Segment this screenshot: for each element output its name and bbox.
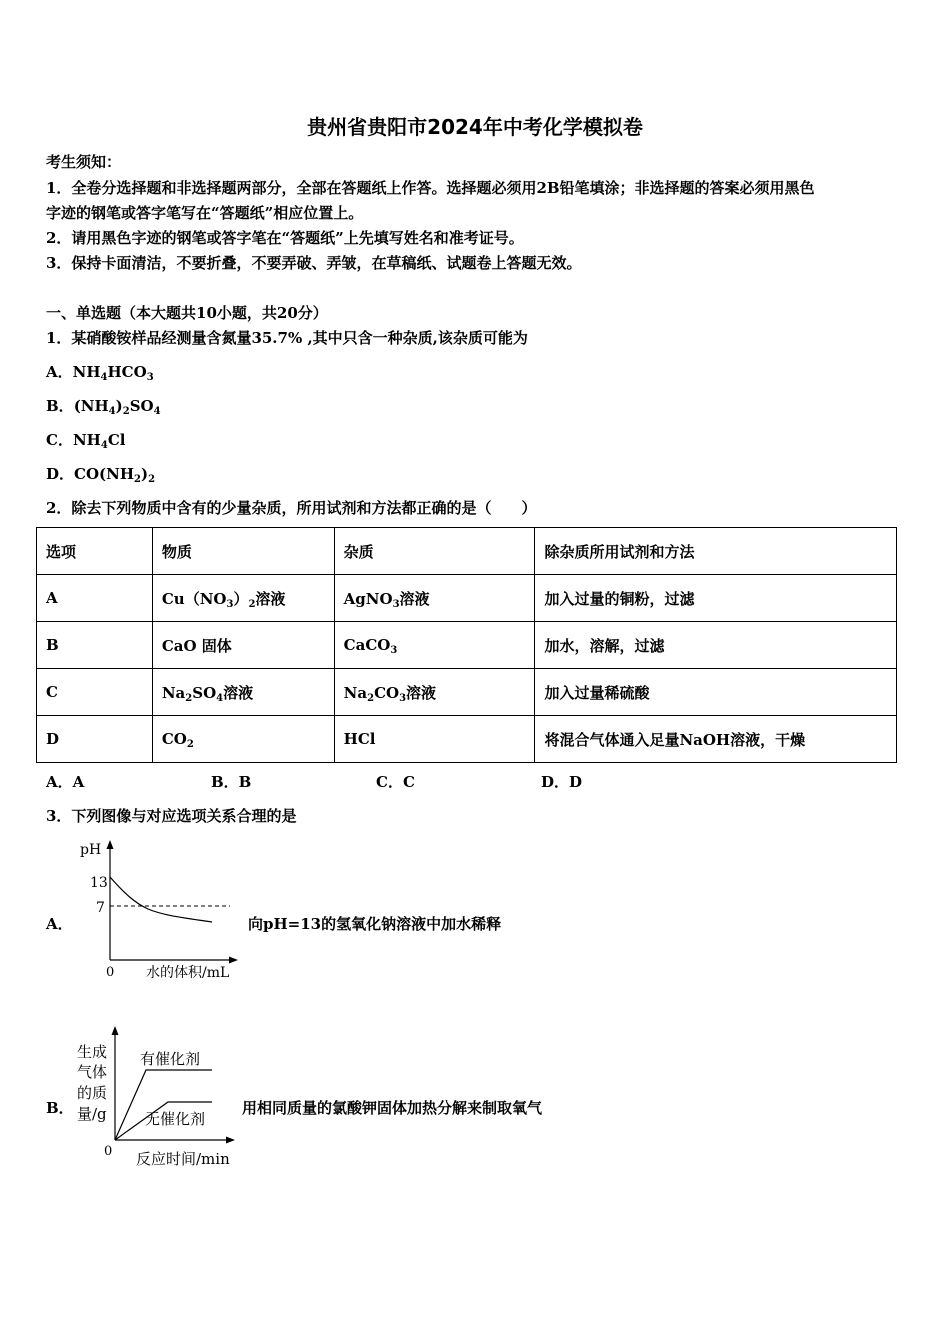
tick-7: 7 (96, 900, 105, 916)
q1-option-c[interactable]: C．$NH_4Cl$ (46, 431, 126, 451)
curve-label-without-catalyst: 无催化剂 (145, 1110, 206, 1128)
cell-substance: CaO 固体 (152, 622, 334, 669)
y-axis-arrow (112, 1026, 119, 1035)
x-axis-arrow (226, 1137, 235, 1144)
cell-method: 加水，溶解，过滤 (535, 622, 897, 669)
page-title: 贵州省贵阳市2024年中考化学模拟卷 (307, 115, 643, 139)
y-label-line-2: 气体 (77, 1063, 108, 1081)
option-label: A． (46, 363, 73, 381)
q2-stem: 2．除去下列物质中含有的少量杂质，所用试剂和方法都正确的是（ ） (46, 499, 537, 517)
cell-option: D (37, 716, 153, 763)
cell-impurity: $Na_2CO_3$溶液 (334, 669, 535, 716)
q3-option-b-desc: 用相同质量的氯酸钾固体加热分解来制取氧气 (242, 1099, 543, 1117)
notice-line-1: 1．全卷分选择题和非选择题两部分，全部在答题纸上作答。选择题必须用2B铅笔填涂；非选择题的答案必须用黑色 (46, 179, 815, 197)
header-option: 选项 (37, 528, 153, 575)
cell-option: A (37, 575, 153, 622)
x-axis-arrow (229, 957, 238, 964)
cell-impurity: AgNO$_3$溶液 (334, 575, 535, 622)
table-row (37, 622, 897, 669)
cell-substance: $Na_2SO_4$溶液 (152, 669, 334, 716)
option-label: D． (46, 465, 75, 483)
ph-curve (110, 877, 212, 922)
y-label-line-1: 生成 (77, 1043, 108, 1061)
option-label: B． (46, 397, 74, 415)
q3-option-a-desc: 向pH=13的氢氧化钠溶液中加水稀释 (248, 915, 502, 933)
cell-option: C (37, 669, 153, 716)
origin-label: 0 (104, 1144, 113, 1159)
q2-answer-d[interactable]: D．D (541, 773, 583, 791)
notice-line-1b: 字迹的钢笔或答字笔写在“答题纸”相应位置上。 (46, 204, 364, 222)
x-axis-label: 水的体积/mL (146, 965, 230, 981)
table-row (37, 669, 897, 716)
q1-stem: 1．某硝酸铵样品经测量含氮量35.7% ,其中只含一种杂质,该杂质可能为 (46, 329, 528, 347)
q3-a-ph-graph (70, 836, 250, 986)
q3-b-oxygen-graph (70, 1020, 250, 1170)
q1-option-d[interactable]: D．$CO(NH_2)_2$ (46, 465, 156, 485)
notice-line-2: 2．请用黑色字迹的钢笔或答字笔在“答题纸”上先填写姓名和准考证号。 (46, 229, 524, 247)
cell-substance: $Cu(NO_3)_2$溶液 (152, 575, 334, 622)
x-axis-label: 反应时间/min (136, 1150, 230, 1168)
cell-option: B (37, 622, 153, 669)
q1-option-b[interactable]: B．$(NH_4)_2SO_4$ (46, 397, 161, 417)
q3-stem: 3．下列图像与对应选项关系合理的是 (46, 807, 297, 825)
cell-substance: $CO_2$ (152, 716, 334, 763)
q2-table (36, 527, 897, 763)
cell-method: 将混合气体通入足量NaOH溶液，干燥 (535, 716, 897, 763)
cell-impurity: HCl (334, 716, 535, 763)
q2-answer-b[interactable]: B．B (211, 773, 252, 791)
table-header-row (37, 528, 897, 575)
curve-label-with-catalyst: 有催化剂 (140, 1050, 201, 1068)
notice-heading: 考生须知： (46, 153, 122, 171)
origin-label: 0 (106, 965, 115, 980)
header-impurity: 杂质 (334, 528, 535, 575)
table-row (37, 575, 897, 622)
tick-13: 13 (90, 875, 108, 891)
header-method: 除杂质所用试剂和方法 (535, 528, 897, 575)
option-label: C． (46, 431, 73, 449)
y-label-line-3: 的质 (77, 1084, 108, 1102)
q3-option-a-label[interactable]: A． (46, 915, 73, 933)
table-row (37, 716, 897, 763)
header-substance: 物质 (152, 528, 334, 575)
y-label-line-4: 量/g (77, 1105, 107, 1123)
q2-answer-a[interactable]: A．A (46, 773, 85, 791)
q2-answer-c[interactable]: C．C (376, 773, 415, 791)
cell-impurity: CaCO$_3$ (334, 622, 535, 669)
y-axis-label: pH (80, 842, 102, 858)
notice-line-3: 3．保持卡面清洁，不要折叠，不要弄破、弄皱，在草稿纸、试题卷上答题无效。 (46, 254, 582, 272)
q1-option-a[interactable]: A．$NH_4HCO_3$ (46, 363, 154, 383)
q3-option-b-label[interactable]: B． (46, 1099, 74, 1117)
cell-method: 加入过量稀硫酸 (535, 669, 897, 716)
section-heading: 一、单选题（本大题共10小题，共20分） (46, 304, 328, 322)
cell-method: 加入过量的铜粉，过滤 (535, 575, 897, 622)
y-axis-arrow (107, 840, 114, 849)
